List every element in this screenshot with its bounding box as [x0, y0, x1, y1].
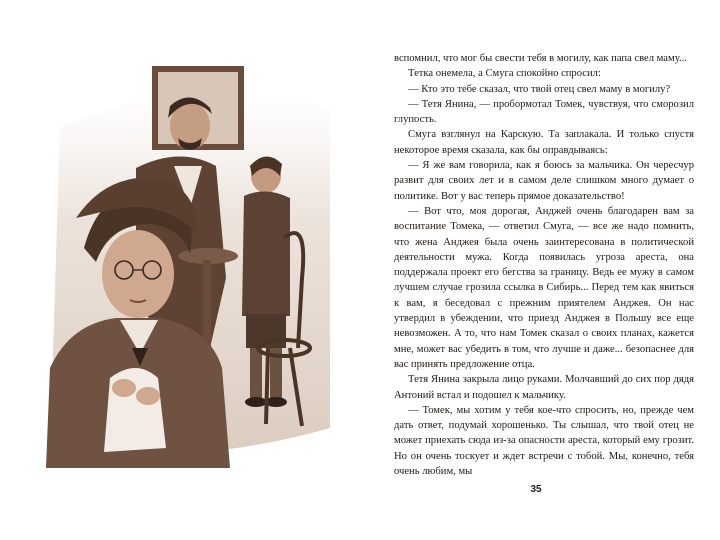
- paragraph: вспомнил, что мог бы свести тебя в могилу, как папа свел маму...: [394, 53, 687, 64]
- paragraph: Тетка онемела, а Смуга спокойно спросил:: [408, 68, 601, 80]
- paragraph: — Тетя Янина, — пробормотал Томек, чувствуя, что сморозил глупость.: [394, 98, 694, 126]
- paragraph: — Кто это тебе сказал, что твой отец свел маму в могилу?: [408, 83, 671, 95]
- paragraph: — Томек, мы хотим у тебя кое-что спросить, но, прежде чем дать ответ, подумай хорошенько. Ты слышал, что твой отец не может приехать сюда из-за опасности ареста, который ему грозит. Но он очень тоскует и ждет встречи с тобой. Мы, конечно, тебя очень любим, мы: [394, 404, 694, 478]
- paragraph: Тетя Янина закрыла лицо руками. Молчавший до сих пор дядя Антоний встал и подошел к мальчику.: [394, 374, 694, 401]
- illustration-drawing: [40, 48, 340, 488]
- paragraph: — Я же вам говорила, как я боюсь за мальчика. Он чересчур развит для своих лет и в самом деле слишком много думает о политике. Вот у вас теперь прямое доказательство!: [394, 160, 694, 202]
- paragraph: — Вот что, моя дорогая, Анджей очень благодарен вам за воспитание Томека, — ответил Смуга, — все же надо помнить, что жена Анджея была очень заинтересована в политической деятельности мужа. Когда появилась угроза ареста, она поддержала проект его бегства за границу. Ведь ее мужу в самом лучшем случае грозила ссылка в Сибирь... Перед тем как явиться к вам, я беседовал с прежним приятелем Анджея. Он нас утвердил в убеждении, что приезд Анджея в Польшу все еще невозможен. А то, что нам Томек сказал о своих планах, кажется мне, может вас убедить в том, что лучше и даже... безопаснее для вас принять предложение отца.: [394, 205, 694, 370]
- sepia-illustration: [40, 48, 340, 488]
- page-number: 35: [530, 484, 542, 495]
- book-text: [394, 51, 694, 479]
- paragraph: Смуга взглянул на Карскую. Та заплакала. И только спустя некоторое время сказала, как бы оправдываясь:: [394, 129, 694, 156]
